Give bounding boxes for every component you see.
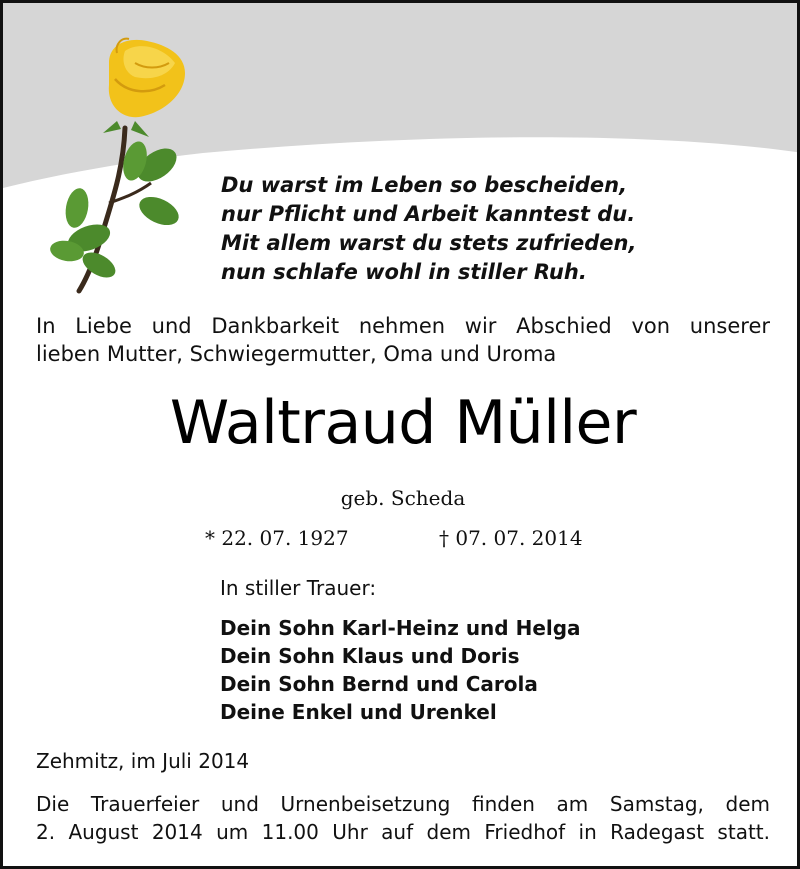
family-member: Dein Sohn Bernd und Carola — [220, 672, 538, 696]
family-member: Deine Enkel und Urenkel — [220, 700, 497, 724]
birth-date: * 22. 07. 1927 — [205, 526, 349, 550]
deceased-name: Waltraud Müller — [169, 388, 637, 458]
funeral-line-2: 2. August 2014 um 11.00 Uhr auf dem Friedhof in Radegast statt. — [36, 820, 770, 844]
memorial-poem — [221, 171, 636, 287]
death-date: † 07. 07. 2014 — [439, 526, 583, 550]
yellow-rose-icon — [39, 33, 199, 295]
poem-line: Du warst im Leben so bescheiden, — [221, 173, 628, 197]
intro-text — [36, 312, 770, 368]
birth-name: geb. Scheda — [340, 486, 466, 510]
place-and-date: Zehmitz, im Juli 2014 — [36, 749, 250, 773]
poem-line: nur Pflicht und Arbeit kanntest du. — [221, 202, 636, 226]
family-member: Dein Sohn Karl-Heinz und Helga — [220, 616, 581, 640]
mourning-heading: In stiller Trauer: — [220, 576, 377, 600]
funeral-info — [36, 790, 770, 846]
funeral-line-1: Die Trauerfeier und Urnenbeisetzung finden am Samstag, dem — [36, 792, 770, 816]
family-member: Dein Sohn Klaus und Doris — [220, 644, 520, 668]
poem-line: Mit allem warst du stets zufrieden, — [221, 231, 637, 255]
intro-line-2: lieben Mutter, Schwiegermutter, Oma und Uroma — [36, 342, 557, 366]
family-list — [220, 614, 581, 726]
intro-line-1: In Liebe und Dankbarkeit nehmen wir Abschied von unserer — [36, 314, 770, 338]
poem-line: nun schlafe wohl in stiller Ruh. — [221, 260, 587, 284]
